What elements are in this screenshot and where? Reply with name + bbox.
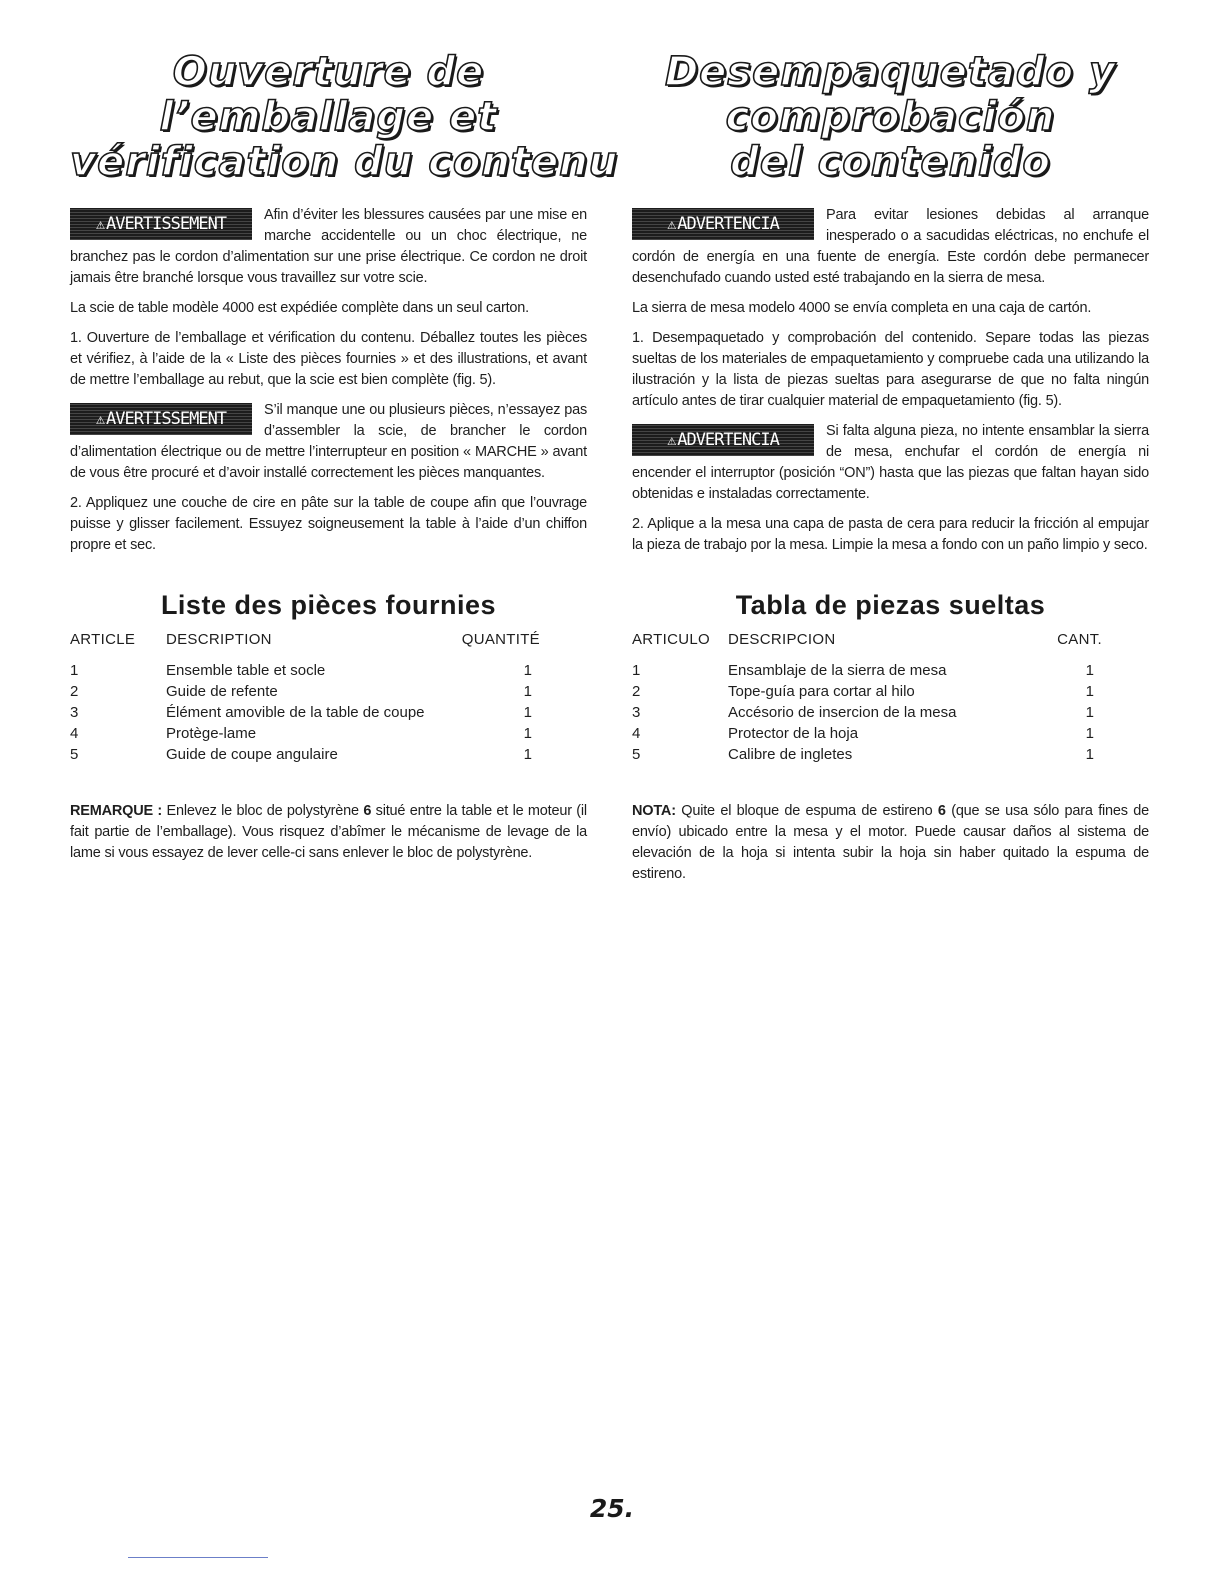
- warning-badge: [70, 403, 252, 435]
- cell-quantity: 1: [1085, 704, 1094, 721]
- parts-table-title: Tabla de piezas sueltas: [735, 590, 1046, 620]
- bottom-divider: [128, 1557, 268, 1558]
- heading-line: Desempaquetado y: [664, 49, 1117, 95]
- warning-text: Para evitar lesiones debidas al arranque inesperado o a sacudidas eléctricas, no enchufe el cordón de energía en una fuente de energía. Este cordón debe permanecer desenchufado cuando usted esté trabajando en la sierra de mesa.: [632, 207, 1149, 286]
- cell-description: Tope-guía para cortar al hilo: [728, 683, 915, 700]
- french-heading: [70, 49, 619, 185]
- cell-article: 5: [632, 746, 641, 763]
- cell-article: 3: [632, 704, 641, 721]
- cell-quantity: 1: [1085, 746, 1094, 763]
- table-row: [70, 702, 540, 723]
- warning-text: S’il manque une ou plusieurs pièces, n’essayez pas d’assembler la scie, de brancher le cordon d’alimentation électrique ou de mettre l’interrupteur en position « MARCHE » avant de vous être procuré et d’avoir installé correctement les pièces manquantes.: [70, 402, 587, 481]
- table-header-row: [632, 631, 1102, 660]
- body-paragraph: 1. Desempaquetado y comprobación del contenido. Separe todas las piezas sueltas de los materiales de empaquetamiento y compruebe cada una utilizando la ilustración y la lista de piezas sueltas para asegurarse de que no falta ningún artículo antes de tirar cualquier material de empaquetamiento (fig. 5).: [632, 330, 1149, 409]
- cell-description: Calibre de ingletes: [728, 746, 853, 763]
- warning-paragraph: [70, 400, 587, 484]
- table-row: [70, 660, 540, 681]
- cell-article: 4: [70, 725, 79, 742]
- column-header: ARTICLE: [70, 631, 136, 648]
- cell-article: 1: [632, 662, 641, 679]
- warning-triangle-icon: ⚠: [95, 410, 104, 428]
- warning-badge-label: AVERTISSEMENT: [105, 214, 227, 234]
- table-row: [632, 660, 1102, 681]
- table-row: [70, 681, 540, 702]
- body-paragraph: La sierra de mesa modelo 4000 se envía completa en una caja de cartón.: [632, 300, 1092, 316]
- note-text: situé entre la table et le moteur (il fait partie de l’emballage). Vous risquez d’abîmer le mécanisme de levage de la lame si vous essayez de lever celle-ci sans enlever le bloc de polystyrène.: [70, 803, 587, 861]
- warning-badge: [70, 208, 252, 240]
- heading-line: Ouverture de: [172, 49, 485, 95]
- cell-description: Guide de coupe angulaire: [166, 746, 338, 763]
- table-row: [70, 744, 540, 765]
- table-row: [632, 702, 1102, 723]
- column-header: QUANTITÉ: [461, 631, 540, 648]
- note-paragraph: [632, 801, 1149, 885]
- parts-table-title: Liste des pièces fournies: [160, 590, 497, 620]
- cell-quantity: 1: [523, 725, 532, 742]
- warning-badge-label: ADVERTENCIA: [677, 214, 779, 234]
- cell-quantity: 1: [1085, 662, 1094, 679]
- warning-badge: [632, 208, 814, 240]
- warning-badge-label: ADVERTENCIA: [677, 430, 779, 450]
- cell-quantity: 1: [1085, 725, 1094, 742]
- warning-text: Afin d’éviter les blessures causées par une mise en marche accidentelle ou un choc électrique, ne branchez pas le cordon d’alimentation sur une prise électrique. Ce cordon ne droit jamais être branché lorsque vous travaillez sur votre scie.: [70, 207, 587, 286]
- warning-paragraph: [70, 205, 587, 289]
- cell-description: Protège-lame: [166, 725, 257, 742]
- note-number: 6: [937, 803, 946, 819]
- warning-triangle-icon: ⚠: [95, 215, 104, 233]
- french-column: [70, 49, 619, 879]
- heading-line: comprobación: [725, 94, 1056, 140]
- note-text: Enlevez le bloc de polystyrène: [166, 803, 359, 819]
- warning-badge-label: AVERTISSEMENT: [105, 409, 227, 429]
- heading-line: del contenido: [730, 139, 1051, 185]
- note-paragraph: [70, 801, 587, 864]
- cell-quantity: 1: [523, 662, 532, 679]
- warning-badge: [632, 424, 814, 456]
- body-paragraph: 1. Ouverture de l’emballage et vérification du contenu. Déballez toutes les pièces et vérifiez, à l’aide de la « Liste des pièces fournies » et des illustrations, et avant de mettre l’emballage au rebut, que la scie est bien complète (fig. 5).: [70, 330, 587, 388]
- body-paragraph: La scie de table modèle 4000 est expédiée complète dans un seul carton.: [70, 300, 529, 316]
- column-header: DESCRIPTION: [166, 631, 272, 648]
- note-text: (que se usa sólo para fines de envío) ubicado entre la mesa y el motor. Puede causar daños al sistema de elevación de la hoja si intenta subir la hoja sin haber quitado la espuma de estireno.: [632, 803, 1149, 882]
- cell-description: Protector de la hoja: [728, 725, 859, 742]
- table-row: [632, 681, 1102, 702]
- cell-article: 1: [70, 662, 79, 679]
- cell-description: Guide de refente: [166, 683, 278, 700]
- spanish-column: [632, 50, 1149, 900]
- cell-quantity: 1: [1085, 683, 1094, 700]
- table-row: [70, 723, 540, 744]
- cell-description: Accésorio de insercion de la mesa: [728, 704, 957, 721]
- table-row: [632, 744, 1102, 765]
- note-number: 6: [363, 803, 372, 819]
- heading-line: l’emballage et: [159, 94, 498, 140]
- cell-article: 3: [70, 704, 79, 721]
- page-number: 25.: [589, 1494, 635, 1523]
- cell-description: Ensamblaje de la sierra de mesa: [728, 662, 947, 679]
- column-header: DESCRIPCION: [728, 631, 836, 648]
- cell-description: Ensemble table et socle: [166, 662, 326, 679]
- body-paragraph: 2. Appliquez une couche de cire en pâte sur la table de coupe afin que l’ouvrage puisse y glisser facilement. Essuyez soigneusement la table à l’aide d’un chiffon propre et sec.: [70, 495, 587, 553]
- cell-article: 4: [632, 725, 641, 742]
- note-label: REMARQUE :: [70, 803, 163, 819]
- cell-description: Élément amovible de la table de coupe: [166, 704, 425, 721]
- body-paragraph: 2. Aplique a la mesa una capa de pasta de cera para reducir la fricción al empujar la pieza de trabajo por la mesa. Limpie la mesa a fondo con un paño limpio y seco.: [632, 516, 1149, 553]
- parts-table: [70, 631, 540, 765]
- table-row: [632, 723, 1102, 744]
- column-header: ARTICULO: [632, 631, 710, 648]
- note-label: NOTA:: [632, 803, 676, 819]
- cell-article: 2: [632, 683, 641, 700]
- note-text: Quite el bloque de espuma de estireno: [681, 803, 933, 819]
- warning-triangle-icon: ⚠: [667, 431, 676, 449]
- warning-paragraph: [632, 205, 1149, 289]
- warning-triangle-icon: ⚠: [667, 215, 676, 233]
- warning-text: Si falta alguna pieza, no intente ensamblar la sierra de mesa, enchufar el cordón de energía ni encender el interruptor (posición “ON”) hasta que las piezas que faltan hayan sido obtenidas e instaladas correctamente.: [632, 423, 1149, 502]
- warning-paragraph: [632, 421, 1149, 505]
- parts-table: [632, 631, 1102, 765]
- heading-line: vérification du contenu: [70, 139, 619, 185]
- table-header-row: [70, 631, 540, 660]
- spanish-heading: [632, 50, 1149, 185]
- cell-article: 5: [70, 746, 79, 763]
- cell-article: 2: [70, 683, 79, 700]
- cell-quantity: 1: [523, 704, 532, 721]
- cell-quantity: 1: [523, 683, 532, 700]
- cell-quantity: 1: [523, 746, 532, 763]
- column-header: CANT.: [1057, 631, 1102, 648]
